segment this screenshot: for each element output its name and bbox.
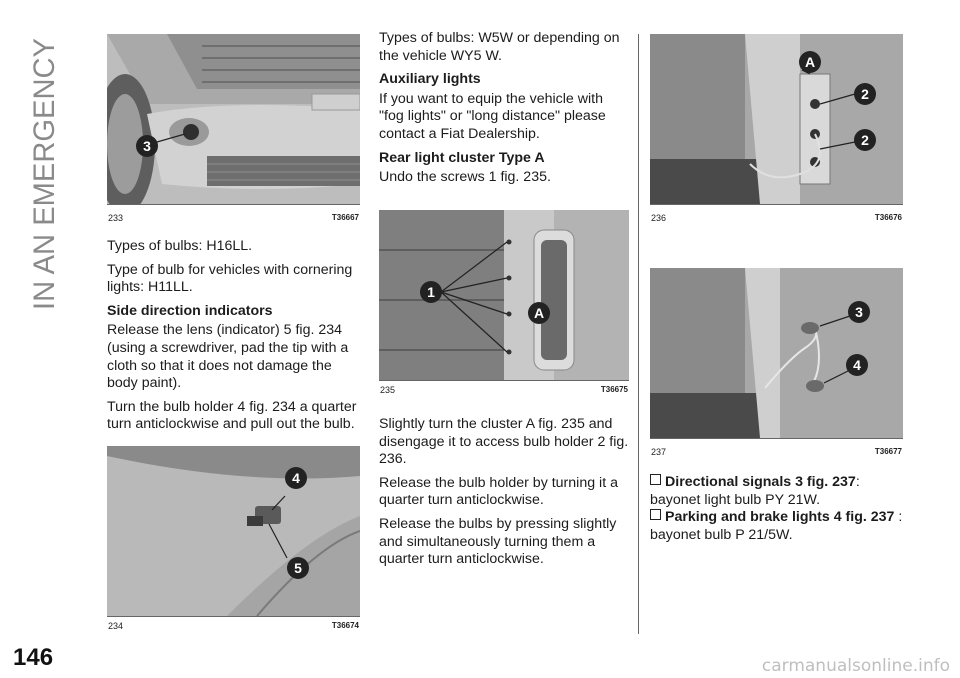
front-bumper-fog-light-image	[107, 34, 360, 204]
figure-236	[650, 34, 903, 224]
rear-light-cluster-screws-image	[379, 210, 629, 380]
bullet-heading: Parking and brake lights 4 fig. 237	[665, 509, 895, 526]
figure-number: 233	[108, 213, 124, 223]
bulb-holder-image	[650, 34, 903, 204]
column-1-text	[107, 238, 360, 440]
paragraph: Type of bulb for vehicles with cornering lights: H11LL.	[107, 261, 353, 296]
figure-number: 236	[651, 213, 667, 223]
subheading: Auxiliary lights	[379, 71, 481, 88]
side-indicator-image	[107, 446, 360, 616]
subheading: Rear light cluster Type A	[379, 149, 545, 166]
bullet-item	[650, 509, 903, 544]
paragraph: If you want to equip the vehicle with "fog lights" or "long distance" please contact a Fiat Dealership.	[379, 90, 606, 142]
svg-text:3: 3	[855, 304, 863, 320]
bulbs-image	[650, 268, 903, 438]
svg-text:A: A	[804, 54, 816, 70]
figure-number: 237	[651, 447, 667, 457]
figure-number: 235	[380, 385, 396, 395]
subheading: Side direction indicators	[107, 302, 273, 319]
column-2-text-top	[379, 30, 629, 193]
paragraph: Types of bulbs: W5W or depending on the vehicle WY5 W.	[379, 30, 620, 64]
figure-235	[379, 210, 629, 396]
paragraph: Release the bulb holder by turning it a quarter turn anticlockwise.	[379, 474, 618, 509]
figure-code: T36677	[874, 447, 902, 456]
svg-text:2: 2	[861, 132, 869, 148]
svg-text:4: 4	[853, 357, 861, 373]
figure-234	[107, 446, 360, 632]
svg-text:5: 5	[294, 560, 302, 576]
figure-code: T36675	[600, 385, 628, 394]
figure-code: T36674	[331, 621, 359, 630]
paragraph: Slightly turn the cluster A fig. 235 and disengage it to access bulb holder 2 fig. 236.	[379, 416, 629, 468]
paragraph: Release the bulbs by pressing slightly and simultaneously turning them a quarter turn anticlockwise.	[379, 515, 617, 568]
bullet-item	[650, 474, 903, 509]
svg-text:4: 4	[292, 470, 300, 486]
figure-233	[107, 34, 360, 224]
bullet-text: : bayonet light bulb PY 21W.	[650, 474, 860, 508]
paragraph: Undo the screws 1 fig. 235.	[379, 169, 551, 186]
svg-text:1: 1	[427, 284, 435, 300]
column-divider	[638, 34, 639, 634]
watermark: carmanualsonline.info	[761, 656, 950, 676]
paragraph: Types of bulbs: H16LL.	[107, 238, 253, 254]
svg-text:2: 2	[861, 86, 869, 102]
checkbox-bullet-icon	[650, 474, 661, 485]
paragraph: Turn the bulb holder 4 fig. 234 a quarter turn anticlockwise and pull out the bulb.	[107, 398, 357, 433]
svg-text:A: A	[533, 305, 545, 321]
svg-text:3: 3	[143, 138, 151, 154]
column-3-text	[650, 474, 903, 544]
bullet-heading: Directional signals 3 fig. 237	[665, 474, 856, 490]
paragraph: Release the lens (indicator) 5 fig. 234 (using a screwdriver, pad the tip with a cloth so that it does not damage the body paint).	[107, 322, 349, 392]
bullet-text: : bayonet bulb P 21/5W.	[650, 509, 903, 543]
figure-number: 234	[108, 621, 124, 631]
section-title	[14, 30, 66, 310]
figure-237	[650, 268, 903, 458]
column-2-text-bottom	[379, 416, 629, 575]
figure-code: T36676	[874, 213, 902, 222]
figure-code: T36667	[331, 213, 359, 222]
page-number: 146	[13, 644, 54, 671]
checkbox-bullet-icon	[650, 509, 661, 520]
section-title-text: IN AN EMERGENCY	[28, 30, 61, 310]
